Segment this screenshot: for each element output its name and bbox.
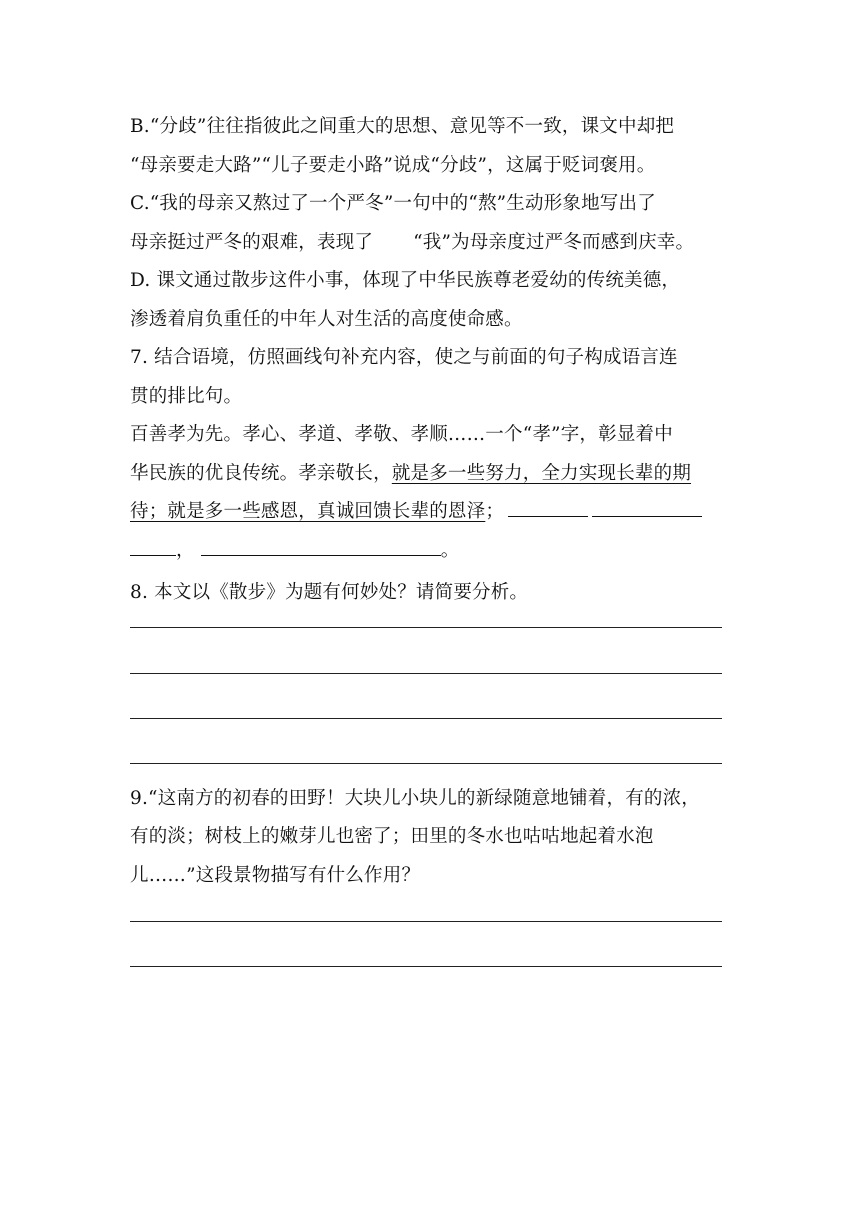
exam-page	[130, 108, 730, 967]
option-b-line-1: B.“分歧”往往指彼此之间重大的思想、意见等不一致，课文中却把	[130, 116, 675, 137]
q8-answer-line-4[interactable]	[130, 763, 722, 764]
q7-passage-plain: 华民族的优良传统。孝亲敬长，	[130, 462, 392, 484]
q9-answer-line-2[interactable]	[130, 966, 722, 967]
option-b	[130, 108, 730, 185]
q7-answer-blank-2[interactable]	[201, 535, 441, 556]
q7-period: 。	[440, 539, 460, 561]
q7-comma: ，	[176, 539, 195, 561]
q7-prompt-line-1: 7. 结合语境，仿照画线句补充内容，使之与前面的句子构成语言连	[130, 347, 678, 368]
option-b-line-2: “母亲要走大路”“儿子要走小路”说成“分歧”，这属于贬词褒用。	[130, 154, 656, 176]
question-8	[130, 574, 730, 613]
q7-underlined-sentence-1: 就是多一些努力，全力实现长辈的期	[391, 462, 692, 484]
q7-passage-line-1: 百善孝为先。孝心、孝道、孝敬、孝顺……一个“孝”字，彰显着中	[130, 424, 673, 445]
option-d-line-2: 渗透着肩负重任的中年人对生活的高度使命感。	[130, 308, 523, 330]
option-c-line-2-part-b: “我”为母亲度过严冬而感到庆幸。	[413, 231, 695, 253]
q7-underlined-sentence-2: 待；就是多一些感恩，真诚回馈长辈的恩泽	[130, 501, 486, 522]
option-d	[130, 262, 730, 339]
q7-answer-blank-1c[interactable]	[130, 535, 176, 556]
q9-prompt-line-3: 儿……”这段景物描写有什么作用？	[130, 864, 421, 886]
q9-answer-area[interactable]	[130, 921, 730, 967]
q9-prompt-line-2: 有的淡；树枝上的嫩芽儿也密了；田里的冬水也咕咕地起着水泡	[130, 826, 654, 847]
option-c-line-2-part-a: 母亲挺过严冬的艰难，表现了	[130, 231, 374, 253]
q8-answer-area[interactable]	[130, 627, 730, 764]
q7-answer-blank-1b[interactable]	[592, 496, 702, 517]
q7-answer-blank-1a[interactable]	[508, 496, 588, 517]
q7-passage-line-4	[130, 532, 730, 571]
q8-prompt: 8. 本文以《散步》为题有何妙处？请简要分析。	[130, 582, 529, 603]
question-7	[130, 339, 730, 570]
option-c-line-1: C.“我的母亲又熬过了一个严冬”一句中的“熬”生动形象地写出了	[130, 193, 656, 214]
question-9	[130, 780, 730, 896]
q9-prompt-line-1: 9.“这南方的初春的田野！大块儿小块儿的新绿随意地铺着，有的浓，	[130, 787, 701, 809]
q7-separator: ；	[485, 501, 505, 522]
q7-passage-line-2	[130, 455, 730, 494]
q7-passage-line-3	[130, 493, 730, 532]
option-c-line-2	[130, 224, 730, 263]
q7-prompt-line-2: 贯的排比句。	[130, 385, 243, 407]
option-c	[130, 185, 730, 262]
option-d-line-1: D. 课文通过散步这件小事，体现了中华民族尊老爱幼的传统美德，	[130, 270, 681, 291]
